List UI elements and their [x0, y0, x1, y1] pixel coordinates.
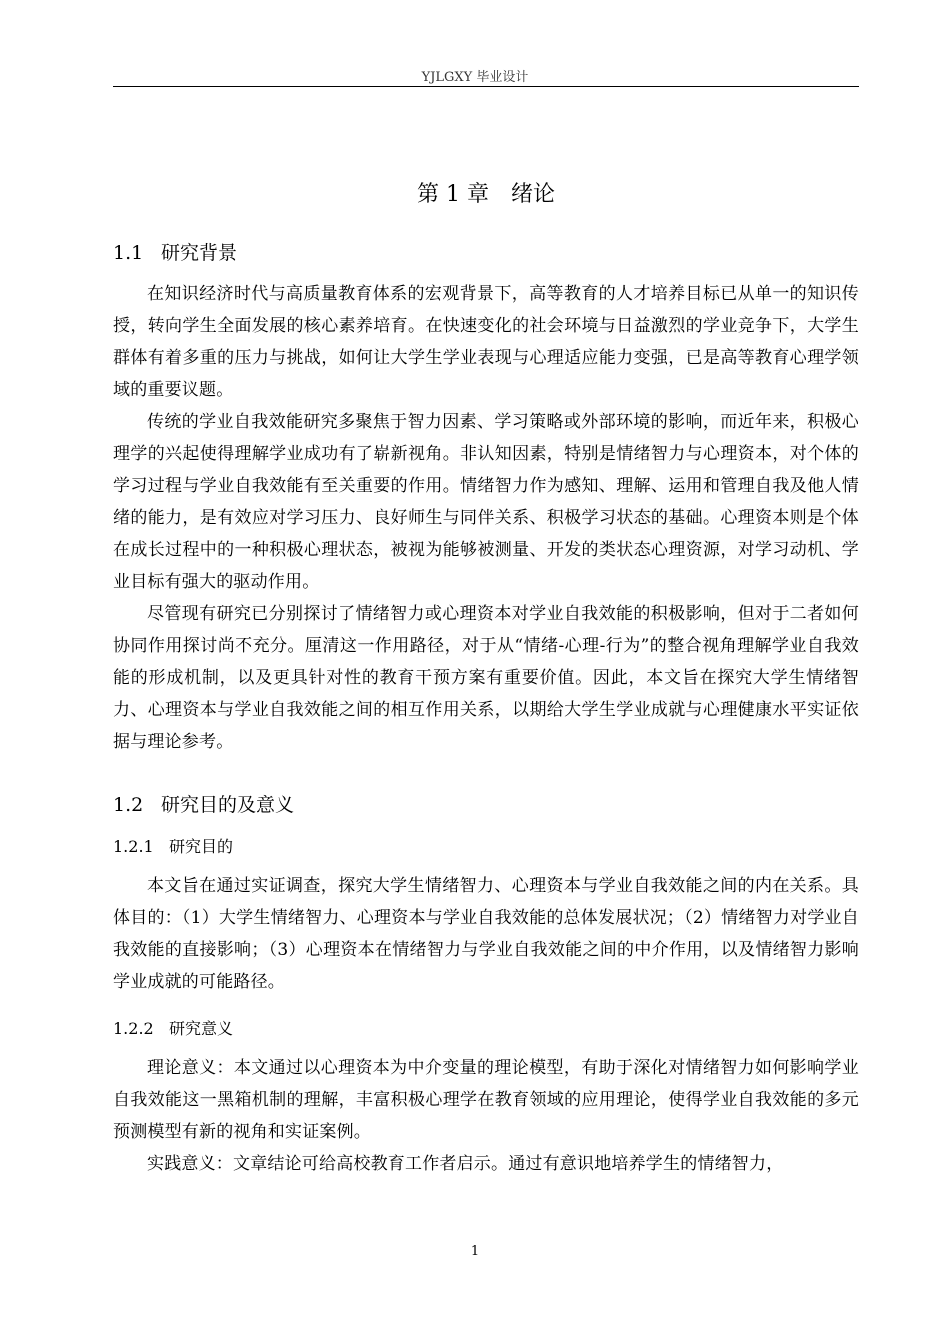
section-title: 研究背景: [161, 242, 238, 264]
paragraph: 尽管现有研究已分别探讨了情绪智力或心理资本对学业自我效能的积极影响，但对于二者如何协同作用探讨尚不充分。厘清这一作用路径，对于从“情绪-心理-行为”的整合视角理解学业自我效能的形成机制，以及更具针对性的教育干预方案有重要价值。因此，本文旨在探究大学生情绪智力、心理资本与学业自我效能之间的相互作用关系，以期给大学生学业成就与心理健康水平实证依据与理论参考。: [113, 604, 859, 752]
section-number: 1.1: [113, 242, 144, 264]
header-divider: [113, 86, 859, 87]
paragraph: 理论意义：本文通过以心理资本为中介变量的理论模型，有助于深化对情绪智力如何影响学业自我效能这一黑箱机制的理解，丰富积极心理学在教育领域的应用理论，使得学业自我效能的多元预测模型有新的视角和实证案例。: [113, 1058, 859, 1142]
paragraph: 传统的学业自我效能研究多聚焦于智力因素、学习策略或外部环境的影响，而近年来，积极心理学的兴起使得理解学业成功有了崭新视角。非认知因素，特别是情绪智力与心理资本，对个体的学习过程与学业自我效能有至关重要的作用。情绪智力作为感知、理解、运用和管理自我及他人情绪的能力，是有效应对学习压力、良好师生与同伴关系、积极学习状态的基础。心理资本则是个体在成长过程中的一种积极心理状态，被视为能够被测量、开发的类状态心理资源，对学习动机、学业目标有强大的驱动作用。: [113, 412, 859, 592]
page-number: 1: [470, 1244, 480, 1259]
paragraph: 在知识经济时代与高质量教育体系的宏观背景下，高等教育的人才培养目标已从单一的知识传授，转向学生全面发展的核心素养培育。在快速变化的社会环境与日益激烈的学业竞争下，大学生群体有着多重的压力与挑战，如何让大学生学业表现与心理适应能力变强，已是高等教育心理学领域的重要议题。: [113, 284, 859, 400]
section-heading-1-1: [113, 238, 859, 268]
paragraph: 实践意义：文章结论可给高校教育工作者启示。通过有意识地培养学生的情绪智力，: [147, 1154, 784, 1174]
subsection-title: 研究目的: [169, 837, 234, 856]
subsection-number: 1.2.2: [113, 1019, 154, 1038]
subsection-number: 1.2.1: [113, 837, 154, 856]
running-header: YJLGXY 毕业设计: [421, 70, 529, 85]
subsection-heading-1-2-1: [113, 834, 859, 860]
page-content: [113, 170, 859, 1180]
subsection-title: 研究意义: [169, 1019, 234, 1038]
paragraph: 本文旨在通过实证调查，探究大学生情绪智力、心理资本与学业自我效能之间的内在关系。具体目的：（1）大学生情绪智力、心理资本与学业自我效能的总体发展状况；（2）情绪智力对学业自我效能的直接影响；（3）心理资本在情绪智力与学业自我效能之间的中介作用，以及情绪智力影响学业成就的可能路径。: [113, 876, 859, 992]
section-heading-1-2: [113, 790, 859, 820]
subsection-heading-1-2-2: [113, 1016, 859, 1042]
chapter-title: 第 1 章 绪论: [417, 182, 555, 207]
section-title: 研究目的及意义: [161, 794, 295, 816]
section-number: 1.2: [113, 794, 144, 816]
